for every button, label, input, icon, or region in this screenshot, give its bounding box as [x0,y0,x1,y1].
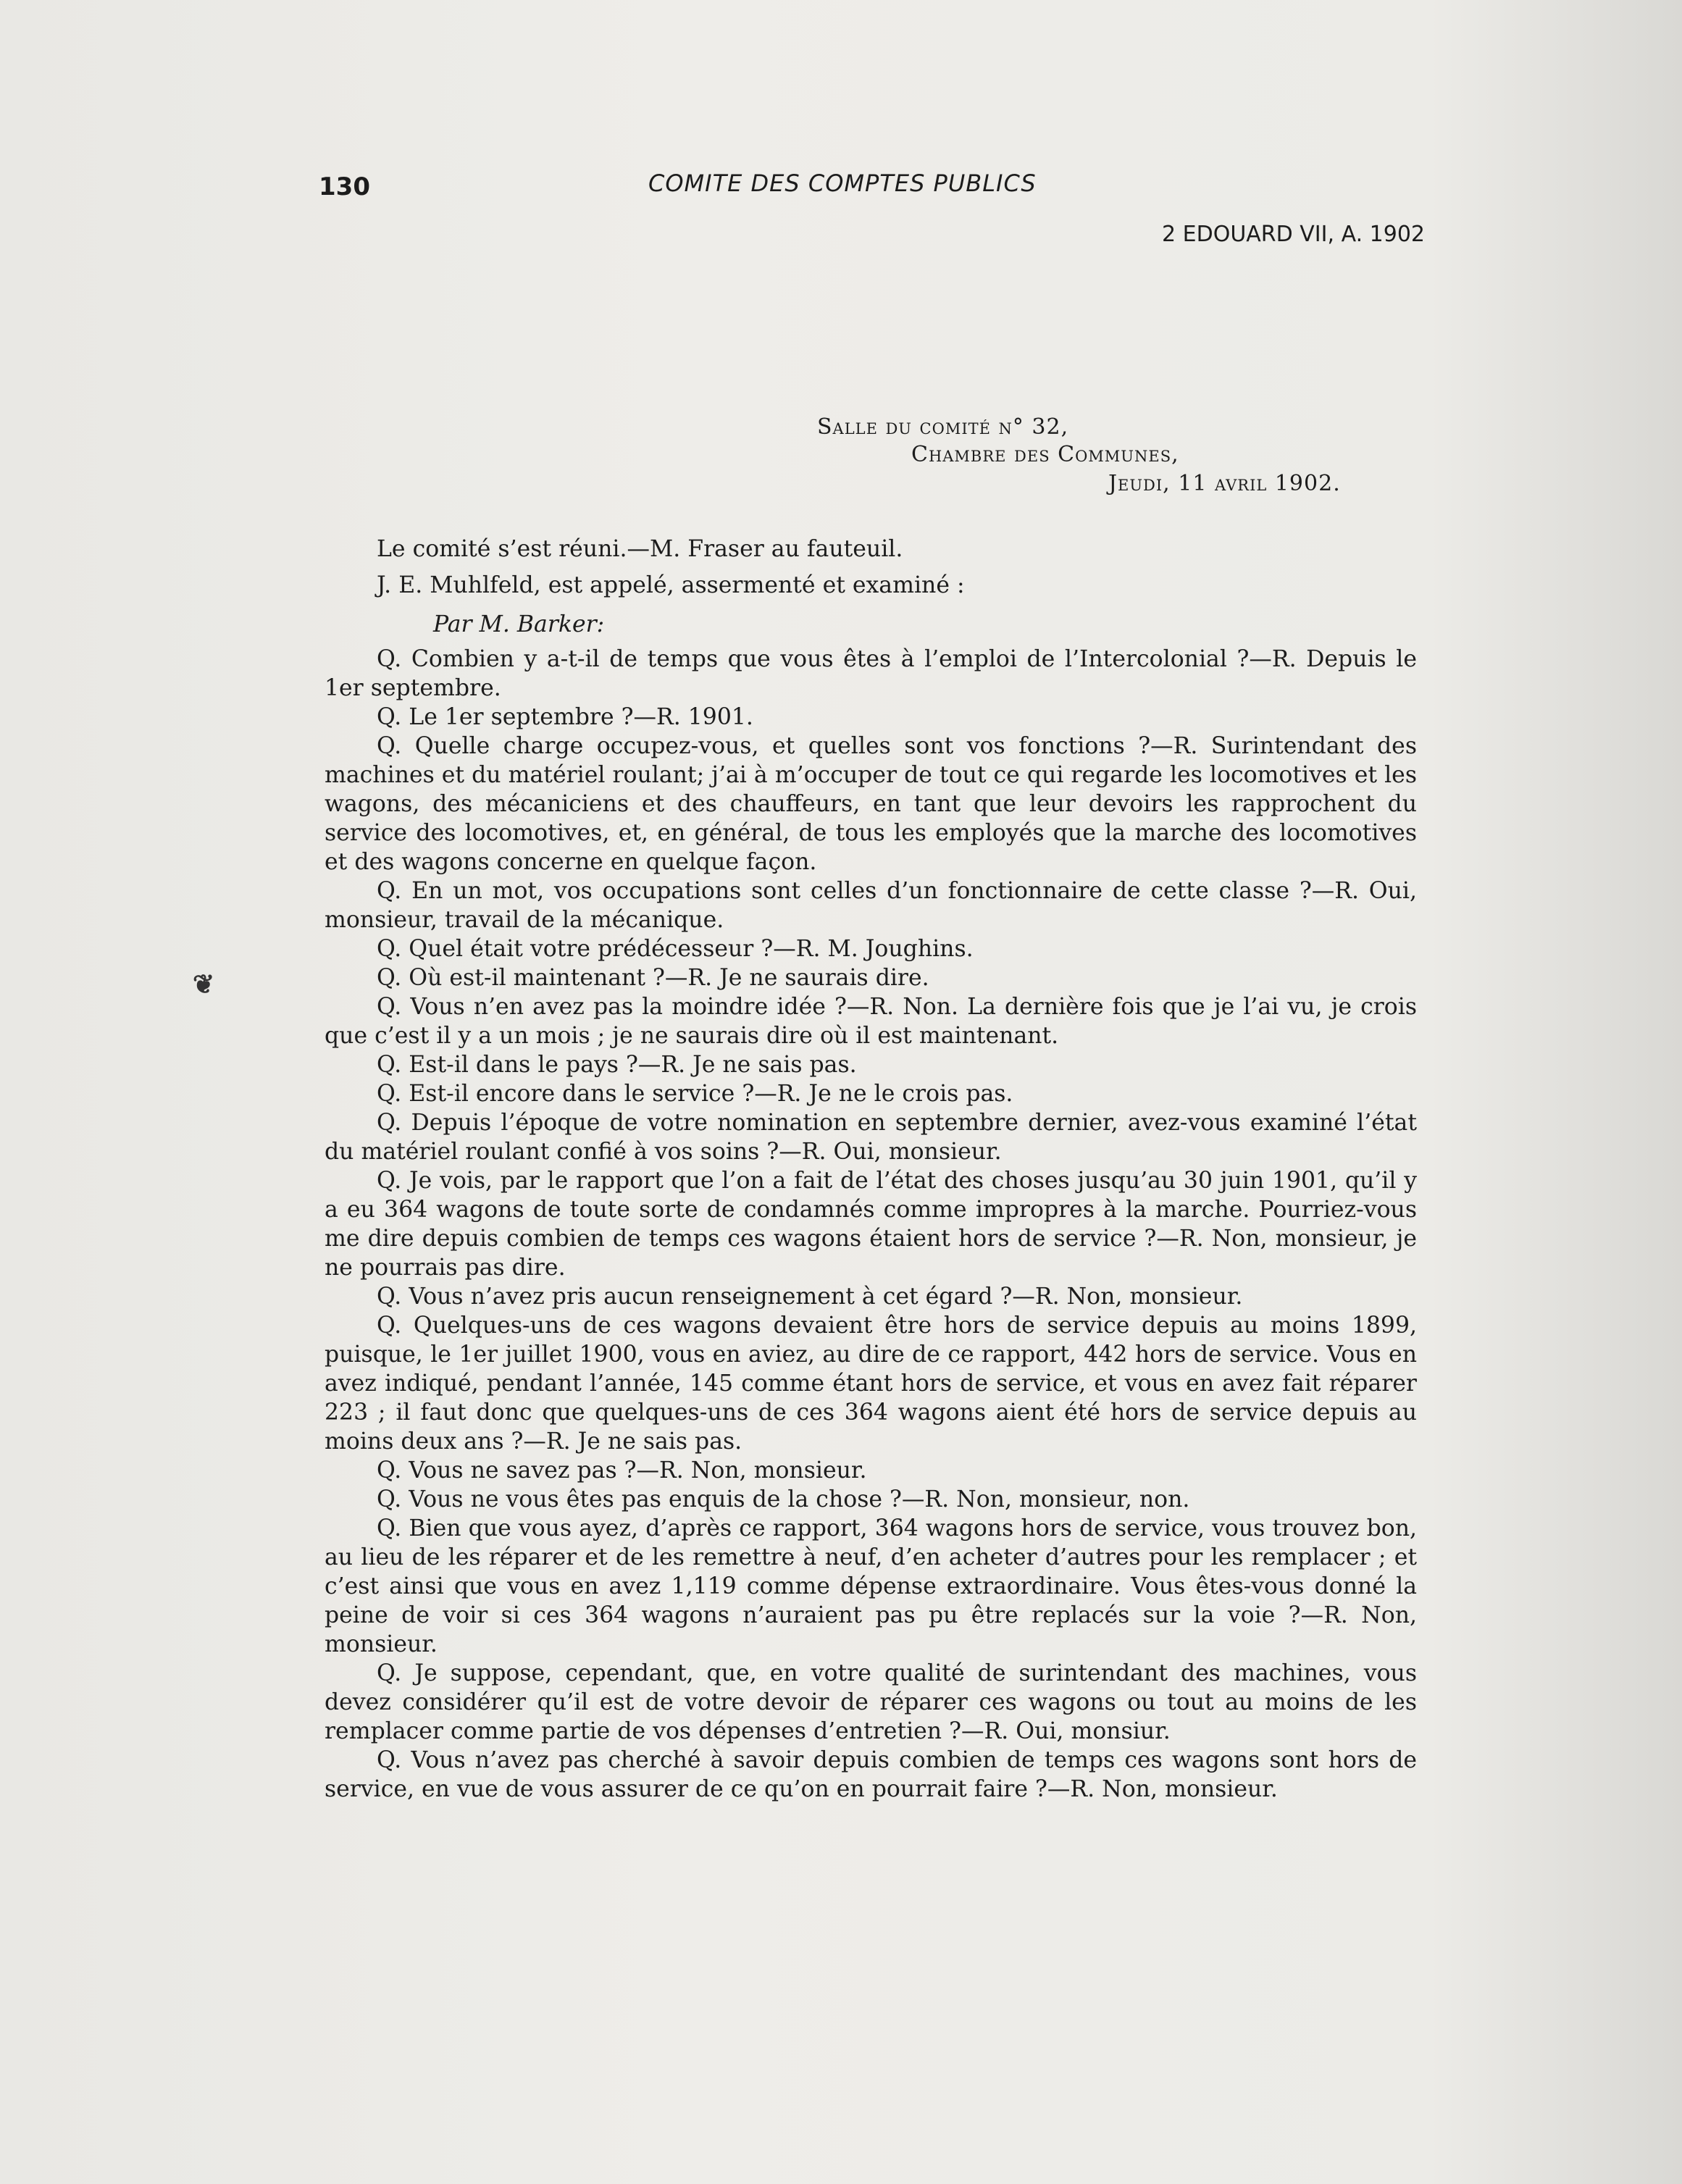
qa-paragraph: Q. Vous n’en avez pas la moindre idée ?—R. Non. La dernière fois que je l’ai vu, je crois que c’est il y a un mois ; je ne saurais dire où il est maintenant. [325,994,1417,1049]
qa-paragraph: Q. Vous n’avez pris aucun renseignement à cet égard ?—R. Non, monsieur. [377,1284,1243,1310]
qa-paragraph: Q. Je vois, par le rapport que l’on a fait de l’état des choses jusqu’au 30 juin 1901, qu’il y a eu 364 wagons de toute sorte de condamnés comme impropres à la marche. Pourriez-vous me dire depuis combien de temps ces wagons étaient hors de service ?—R. Non, monsieur, je ne pourrais pas dire. [325,1168,1417,1281]
examiner-heading: Par M. Barker: [433,611,605,637]
qa-paragraph: Q. Quelle charge occupez-vous, et quelles sont vos fonctions ?—R. Surintendant des machines et du matériel roulant; j’ai à m’occuper de tout ce qui regarde les locomotives et les wagons, des mécaniciens et des chauffeurs, en tant que leur devoirs les rapprochent du service des locomotives, et, en général, de tous les employés que la marche des locomotives et des wagons concerne en quelque façon. [325,733,1417,875]
qa-paragraph: Q. Vous ne vous êtes pas enquis de la chose ?—R. Non, monsieur, non. [377,1486,1190,1513]
transcript-body [325,535,1417,1804]
qa-paragraph: Q. Vous n’avez pas cherché à savoir depuis combien de temps ces wagons sont hors de service, en vue de vous assurer de ce qu’on en pourrait faire ?—R. Non, monsieur. [325,1747,1417,1802]
qa-paragraph: Q. Quelques-uns de ces wagons devaient être hors de service depuis au moins 1899, puisque, le 1er juillet 1900, vous en aviez, au dire de ce rapport, 442 hors de service. Vous en avez indiqué, pendant l’année, 145 comme étant hors de service, et vous en avez fait réparer 223 ; il faut donc que quelques-uns de ces 364 wagons aient été hors de service depuis au moins deux ans ?—R. Je ne sais pas. [325,1313,1417,1455]
qa-paragraph: Q. Depuis l’époque de votre nomination en septembre dernier, avez-vous examiné l’état du matériel roulant confié à vos soins ?—R. Oui, monsieur. [325,1110,1417,1165]
qa-paragraph: Q. Je suppose, cependant, que, en votre qualité de surintendant des machines, vous devez considérer qu’il est de votre devoir de réparer ces wagons ou tout au moins de les remplacer comme partie de vos dépenses d’entretien ?—R. Oui, monsiur. [325,1660,1417,1744]
qa-paragraph: Q. Le 1er septembre ?—R. 1901. [377,704,753,730]
qa-paragraph: Q. Quel était votre prédécesseur ?—R. M. Joughins. [377,936,974,962]
qa-paragraph: Q. Combien y a-t-il de temps que vous êtes à l’emploi de l’Intercolonial ?—R. Depuis le 1er septembre. [325,646,1417,701]
qa-paragraph: Q. Bien que vous ayez, d’après ce rapport, 364 wagons hors de service, vous trouvez bon, au lieu de les réparer et de les remettre à neuf, d’en acheter d’autres pour les remplacer ; et c’est ainsi que vous en avez 1,119 comme dépense extraordinaire. Vous êtes-vous donné la peine de voir si ces 364 wagons n’auraient pas pu être replacés sur la voie ?—R. Non, monsieur. [325,1515,1417,1657]
qa-paragraph: Q. Où est-il maintenant ?—R. Je ne saurais dire. [377,965,929,991]
qa-paragraph: Q. Est-il dans le pays ?—R. Je ne sais pas. [377,1052,857,1078]
opening-line: J. E. Muhlfeld, est appelé, assermenté et examiné : [377,572,965,598]
meeting-room: Salle du comité n° 32, [817,414,1069,440]
qa-paragraph: Q. Vous ne savez pas ?—R. Non, monsieur. [377,1457,867,1484]
margin-mark: ❦ [193,969,215,1000]
qa-paragraph: Q. Est-il encore dans le service ?—R. Je ne le crois pas. [377,1081,1013,1107]
opening-line: Le comité s’est réuni.—M. Fraser au fauteuil. [377,536,903,562]
meeting-chamber: Chambre des Communes, [911,442,1179,467]
page-number: 130 [319,172,370,201]
session-header: 2 EDOUARD VII, A. 1902 [1162,222,1425,247]
meeting-date: Jeudi, 11 avril 1902. [1108,471,1341,496]
qa-paragraph: Q. En un mot, vos occupations sont celles d’un fonctionnaire de cette classe ?—R. Oui, monsieur, travail de la mécanique. [325,878,1417,933]
running-head: COMITE DES COMPTES PUBLICS [648,170,1037,197]
